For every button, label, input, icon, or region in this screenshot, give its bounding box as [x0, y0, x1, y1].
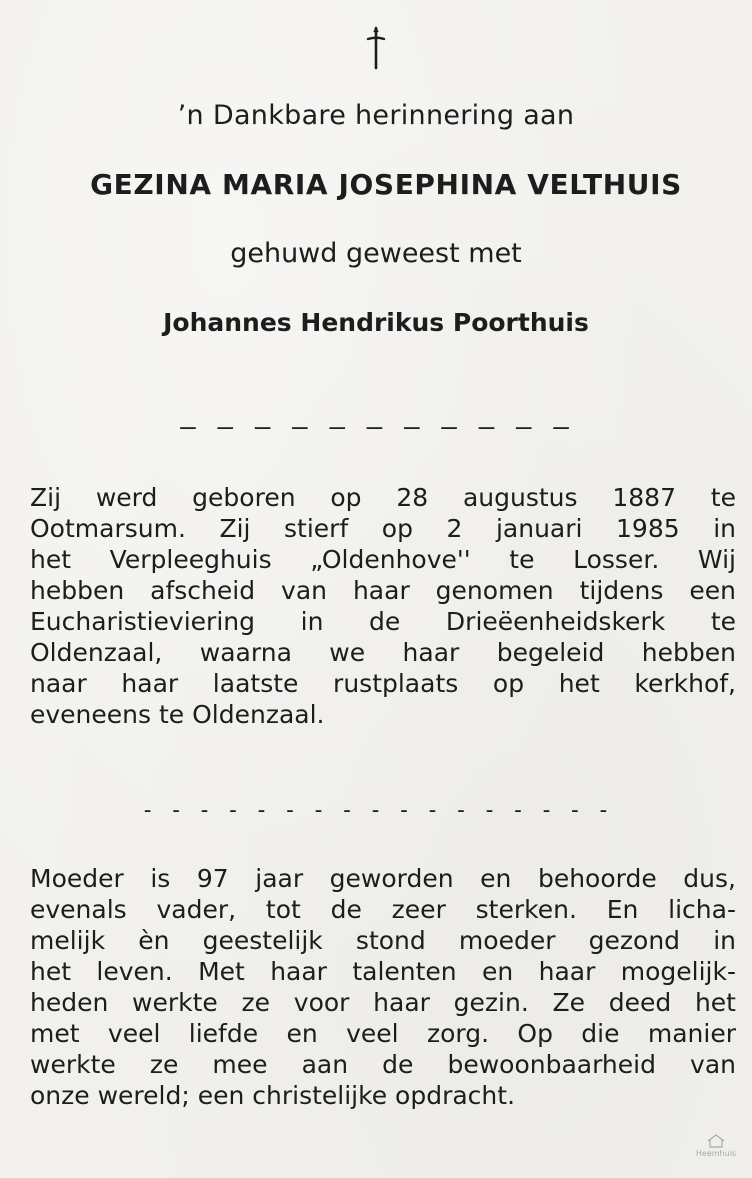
paragraph-line: onze wereld; een christelijke opdracht. [30, 1081, 516, 1110]
paragraph-line: Moeder is 97 jaar geworden en behoorde dus, [30, 864, 736, 893]
paragraph-line: het Verpleeghuis „Oldenhove'' te Losser. Wij [30, 545, 736, 574]
spouse-name: Johannes Hendrikus Poorthuis [163, 308, 589, 337]
tribute-paragraph [30, 863, 736, 1111]
paragraph-line: eveneens te Oldenzaal. [30, 700, 325, 729]
paragraph-line: Eucharistieviering in de Drieëenheidskerk te [30, 607, 736, 636]
paragraph-line: evenals vader, tot de zeer sterken. En licha- [30, 895, 736, 924]
paragraph-line: melijk èn geestelijk stond moeder gezond in [30, 926, 736, 955]
heemhuis-watermark [692, 1134, 740, 1158]
paragraph-line: naar haar laatste rustplaats op het kerkhof, [30, 669, 736, 698]
watermark-text: Heemhuis [695, 1149, 737, 1158]
paragraph-line: Ootmarsum. Zij stierf op 2 januari 1985 in [30, 514, 736, 543]
paragraph-line: Zij werd geboren op 28 augustus 1887 te [30, 483, 736, 512]
deceased-name: GEZINA MARIA JOSEPHINA VELTHUIS [90, 168, 682, 201]
paragraph-line: Oldenzaal, waarna we haar begeleid hebben [30, 638, 736, 667]
latin-cross-icon [365, 26, 387, 70]
married-line: gehuwd geweest met [230, 238, 522, 269]
paragraph-line: heden werkte ze voor haar gezin. Ze deed het [30, 988, 736, 1017]
paragraph-line: het leven. Met haar talenten en haar mogelijk- [30, 957, 736, 986]
biography-paragraph [30, 482, 736, 730]
separator-top: — — — — — — — — — — — [180, 412, 572, 442]
paragraph-line: werkte ze mee aan de bewoonbaarheid van [30, 1050, 736, 1079]
house-logo-icon [706, 1134, 726, 1148]
separator-bottom: - - - - - - - - - - - - - - - - - [140, 798, 612, 823]
intro-line: ’n Dankbare herinnering aan [177, 100, 575, 131]
paragraph-line: met veel liefde en veel zorg. Op die manier [30, 1019, 736, 1048]
paragraph-line: hebben afscheid van haar genomen tijdens een [30, 576, 736, 605]
